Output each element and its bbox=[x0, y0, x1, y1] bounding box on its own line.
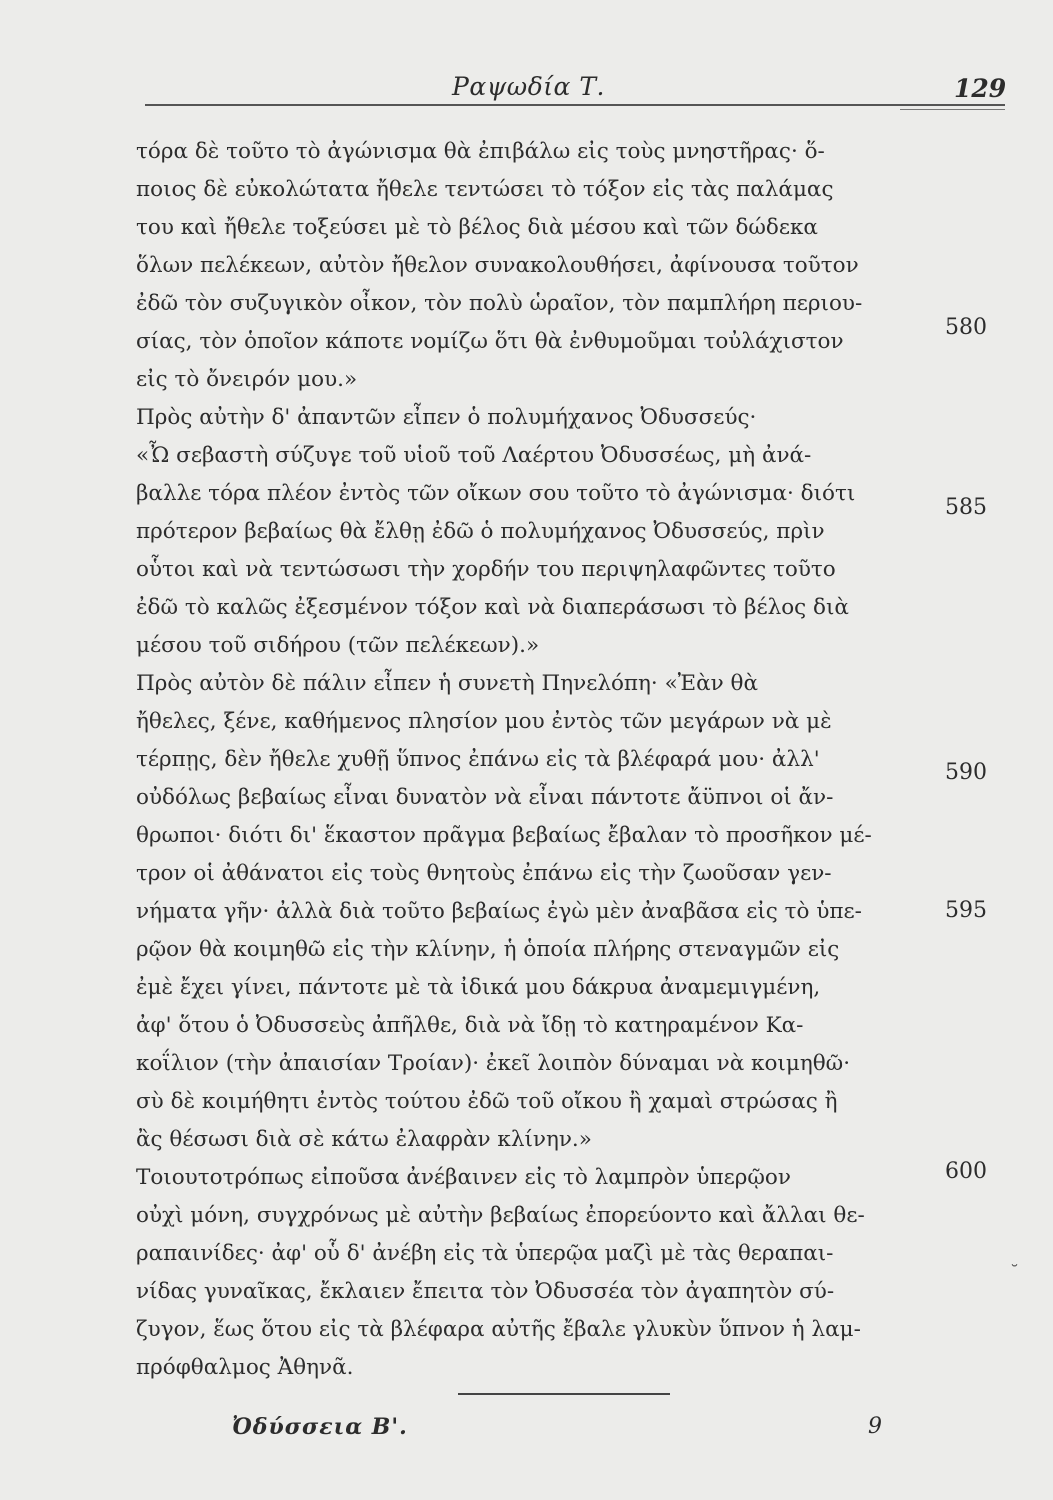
text-line: ἐδῶ τὸ καλῶς ἐξεσμένον τόξον καὶ νὰ διαπεράσωσι τὸ βέλος διὰ bbox=[136, 595, 849, 620]
text-line: ἂς θέσωσι διὰ σὲ κάτω ἐλαφρὰν κλίνην.» bbox=[136, 1127, 592, 1152]
text-line: ἐδῶ τὸν συζυγικὸν οἶκον, τὸν πολὺ ὡραῖον, τὸν παμπλήρη περιου- bbox=[136, 291, 863, 316]
text-line: πρόφθαλμος Ἀθηνᾶ. bbox=[136, 1355, 354, 1380]
text-line: ἀφ' ὅτου ὁ Ὀδυσσεὺς ἀπῆλθε, διὰ νὰ ἴδῃ τὸ κατηραμένον Κα- bbox=[136, 1013, 804, 1038]
text-line: ἤθελες, ξένε, καθήμενος πλησίον μου ἐντὸς τῶν μεγάρων νὰ μὲ bbox=[136, 709, 832, 734]
text-line: ραπαινίδες· ἀφ' οὗ δ' ἀνέβη εἰς τὰ ὑπερῷα μαζὶ μὲ τὰς θεραπαι- bbox=[136, 1241, 834, 1266]
text-line: βαλλε τόρα πλέον ἐντὸς τῶν οἴκων σου τοῦτο τὸ ἀγώνισμα· διότι bbox=[136, 481, 856, 506]
page-number: 129 bbox=[954, 74, 1007, 103]
text-line: σὺ δὲ κοιμήθητι ἐντὸς τούτου ἐδῶ τοῦ οἴκου ἢ χαμαὶ στρώσας ἢ bbox=[136, 1089, 838, 1114]
text-line: νήματα γῆν· ἀλλὰ διὰ τοῦτο βεβαίως ἐγὼ μὲν ἀναβᾶσα εἰς τὸ ὑπε- bbox=[136, 899, 862, 924]
text-line: οὗτοι καὶ νὰ τεντώσωσι τὴν χορδήν του περιψηλαφῶντες τοῦτο bbox=[136, 557, 836, 582]
text-line: τόρα δὲ τοῦτο τὸ ἀγώνισμα θὰ ἐπιβάλω εἰς τοὺς μνηστῆρας· ὅ- bbox=[136, 139, 825, 164]
text-line: ἐμὲ ἔχει γίνει, πάντοτε μὲ τὰ ἰδικά μου δάκρυα ἀναμεμιγμένη, bbox=[136, 975, 821, 1000]
text-line: κοΐλιον (τὴν ἀπαισίαν Τροίαν)· ἐκεῖ λοιπὸν δύναμαι νὰ κοιμηθῶ· bbox=[136, 1051, 851, 1076]
text-line: ποιος δὲ εὐκολώτατα ἤθελε τεντώσει τὸ τόξον εἰς τὰς παλάμας bbox=[136, 177, 834, 202]
line-number: 590 bbox=[945, 760, 987, 785]
text-line: εἰς τὸ ὄνειρόν μου.» bbox=[136, 367, 358, 392]
text-line: «Ὦ σεβαστὴ σύζυγε τοῦ υἱοῦ τοῦ Λαέρτου Ὀδυσσέως, μὴ ἀνά- bbox=[136, 443, 812, 468]
line-number: 585 bbox=[945, 495, 987, 520]
text-line: τρον οἱ ἀθάνατοι εἰς τοὺς θνητοὺς ἐπάνω εἰς τὴν ζωοῦσαν γεν- bbox=[136, 861, 832, 886]
signature-number: 9 bbox=[868, 1414, 882, 1439]
text-line: ζυγον, ἕως ὅτου εἰς τὰ βλέφαρα αὐτῆς ἔβαλε γλυκὺν ὕπνον ἡ λαμ- bbox=[136, 1317, 861, 1342]
text-line: νίδας γυναῖκας, ἔκλαιεν ἔπειτα τὸν Ὀδυσσέα τὸν ἀγαπητὸν σύ- bbox=[136, 1279, 835, 1304]
running-title: Ραψωδία Τ. bbox=[452, 72, 605, 101]
text-line: ὅλων πελέκεων, αὐτὸν ἤθελον συνακολουθήσει, ἀφίνουσα τοῦτον bbox=[136, 253, 859, 278]
text-line: Πρὸς αὐτὸν δὲ πάλιν εἶπεν ἡ συνετὴ Πηνελόπη· «Ἐὰν θὰ bbox=[136, 671, 758, 696]
header-rule bbox=[145, 104, 1005, 106]
text-line: μέσου τοῦ σιδήρου (τῶν πελέκεων).» bbox=[136, 633, 540, 658]
text-line: οὐδόλως βεβαίως εἶναι δυνατὸν νὰ εἶναι πάντοτε ἄϋπνοι οἱ ἄν- bbox=[136, 785, 834, 810]
text-line: ρῷον θὰ κοιμηθῶ εἰς τὴν κλίνην, ἡ ὁποία πλήρης στεναγμῶν εἰς bbox=[136, 937, 840, 962]
margin-mark: ˘ bbox=[1010, 1262, 1019, 1283]
text-line: πρότερον βεβαίως θὰ ἔλθῃ ἐδῶ ὁ πολυμήχανος Ὀδυσσεύς, πρὶν bbox=[136, 519, 825, 544]
text-line: θρωποι· διότι δι' ἕκαστον πρᾶγμα βεβαίως ἔβαλαν τὸ προσῆκον μέ- bbox=[136, 823, 872, 848]
line-number: 580 bbox=[945, 315, 987, 340]
text-line: τέρπῃς, δὲν ἤθελε χυθῇ ὕπνος ἐπάνω εἰς τὰ βλέφαρά μου· ἀλλ' bbox=[136, 747, 820, 772]
text-line: Πρὸς αὐτὴν δ' ἀπαντῶν εἶπεν ὁ πολυμήχανος Ὀδυσσεύς· bbox=[136, 405, 757, 430]
text-line: του καὶ ἤθελε τοξεύσει μὲ τὸ βέλος διὰ μέσου καὶ τῶν δώδεκα bbox=[136, 215, 818, 240]
text-line: Τοιουτοτρόπως εἰποῦσα ἀνέβαινεν εἰς τὸ λαμπρὸν ὑπερῷον bbox=[136, 1165, 791, 1190]
line-number: 600 bbox=[945, 1159, 987, 1184]
footer-rule bbox=[458, 1393, 670, 1395]
header-rule-short bbox=[900, 109, 1005, 110]
signature-mark: Ὀδύσσεια Β'. bbox=[232, 1414, 408, 1440]
text-line: οὐχὶ μόνη, συγχρόνως μὲ αὐτὴν βεβαίως ἐπορεύοντο καὶ ἄλλαι θε- bbox=[136, 1203, 865, 1228]
text-line: σίας, τὸν ὁποῖον κάποτε νομίζω ὅτι θὰ ἐνθυμοῦμαι τοὐλάχιστον bbox=[136, 329, 844, 354]
line-number: 595 bbox=[945, 898, 987, 923]
